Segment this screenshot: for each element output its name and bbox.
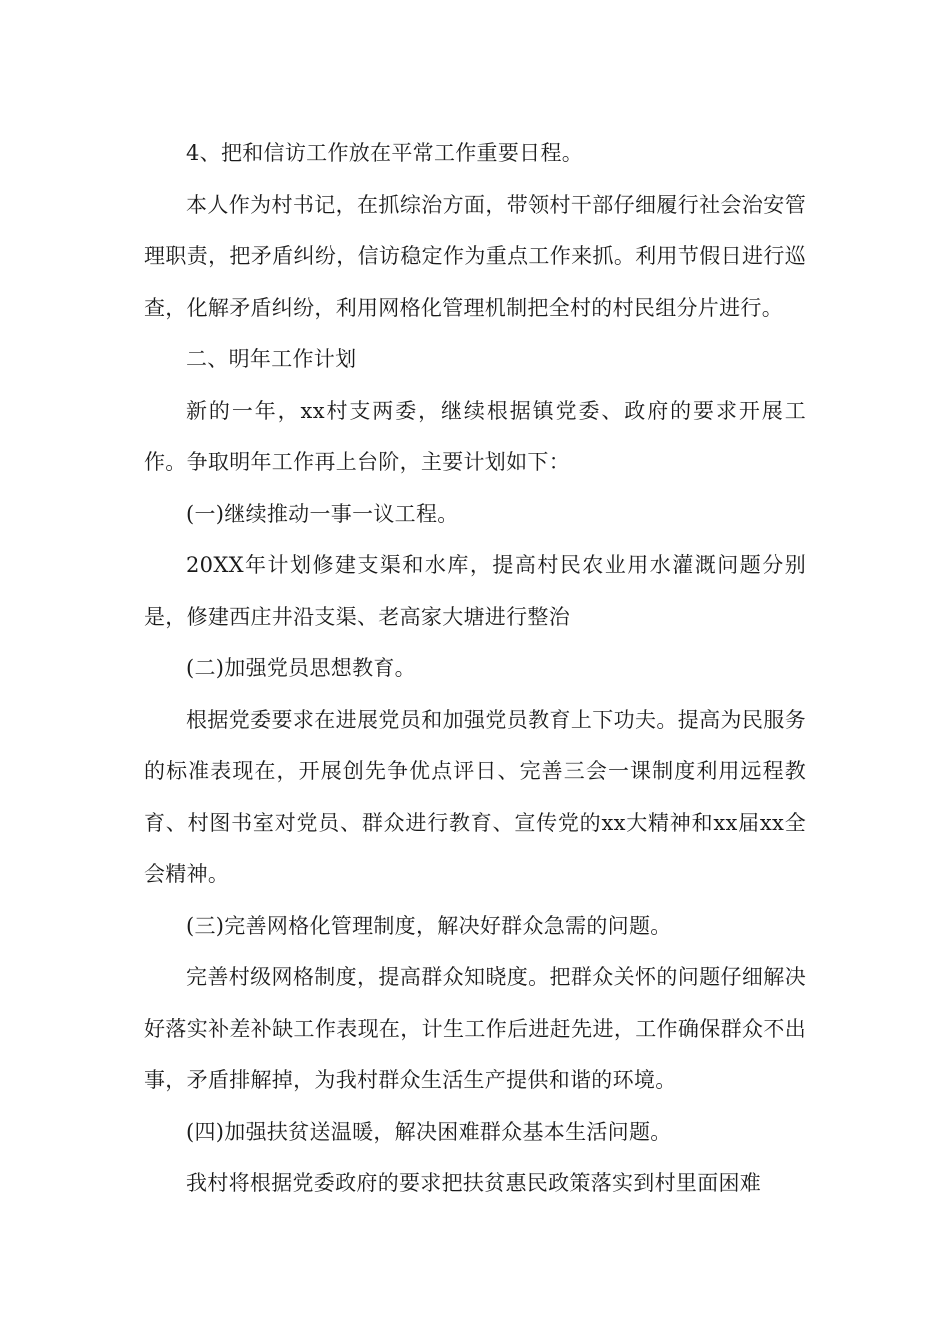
section-heading-next-year-plan: 二、明年工作计划 — [186, 347, 357, 371]
paragraph-plan-3: 完善村级网格制度，提高群众知晓度。把群众关怀的问题仔细解决好落实补差补缺工作表现在，计生工作后进赶先进，工作确保群众不出事，矛盾排解掉，为我村群众生活生产提供和谐的环境。 — [144, 965, 806, 1092]
paragraph-new-year-intro: 新的一年，xx村支两委，继续根据镇党委、政府的要求开展工作。争取明年工作再上台阶，主要计划如下： — [144, 398, 806, 474]
subheading-plan-2: (二)加强党员思想教育。 — [186, 656, 416, 680]
paragraph-plan-1: 20XX年计划修建支渠和水库，提高村民农业用水灌溉问题分别是，修建西庄井沿支渠、老高家大塘进行整治 — [144, 553, 806, 629]
paragraph-item-4: 4、把和信访工作放在平常工作重要日程。 — [186, 141, 584, 165]
paragraph-plan-4: 我村将根据党委政府的要求把扶贫惠民政策落实到村里面困难 — [186, 1171, 762, 1195]
paragraph-comprehensive-governance: 本人作为村书记，在抓综治方面，带领村干部仔细履行社会治安管理职责，把矛盾纠纷，信访稳定作为重点工作来抓。利用节假日进行巡查，化解矛盾纠纷，利用网格化管理机制把全村的村民组分片进行。 — [144, 192, 806, 320]
subheading-plan-3: (三)完善网格化管理制度，解决好群众急需的问题。 — [186, 913, 672, 938]
document-body — [144, 128, 806, 1210]
paragraph-plan-2: 根据党委要求在进展党员和加强党员教育上下功夫。提高为民服务的标准表现在，开展创先争优点评日、完善三会一课制度利用远程教育、村图书室对党员、群众进行教育、宣传党的xx大精神和xx届xx全会精神。 — [144, 707, 806, 886]
subheading-plan-1: (一)继续推动一事一议工程。 — [186, 501, 459, 526]
subheading-plan-4: (四)加强扶贫送温暖，解决困难群众基本生活问题。 — [186, 1119, 672, 1144]
